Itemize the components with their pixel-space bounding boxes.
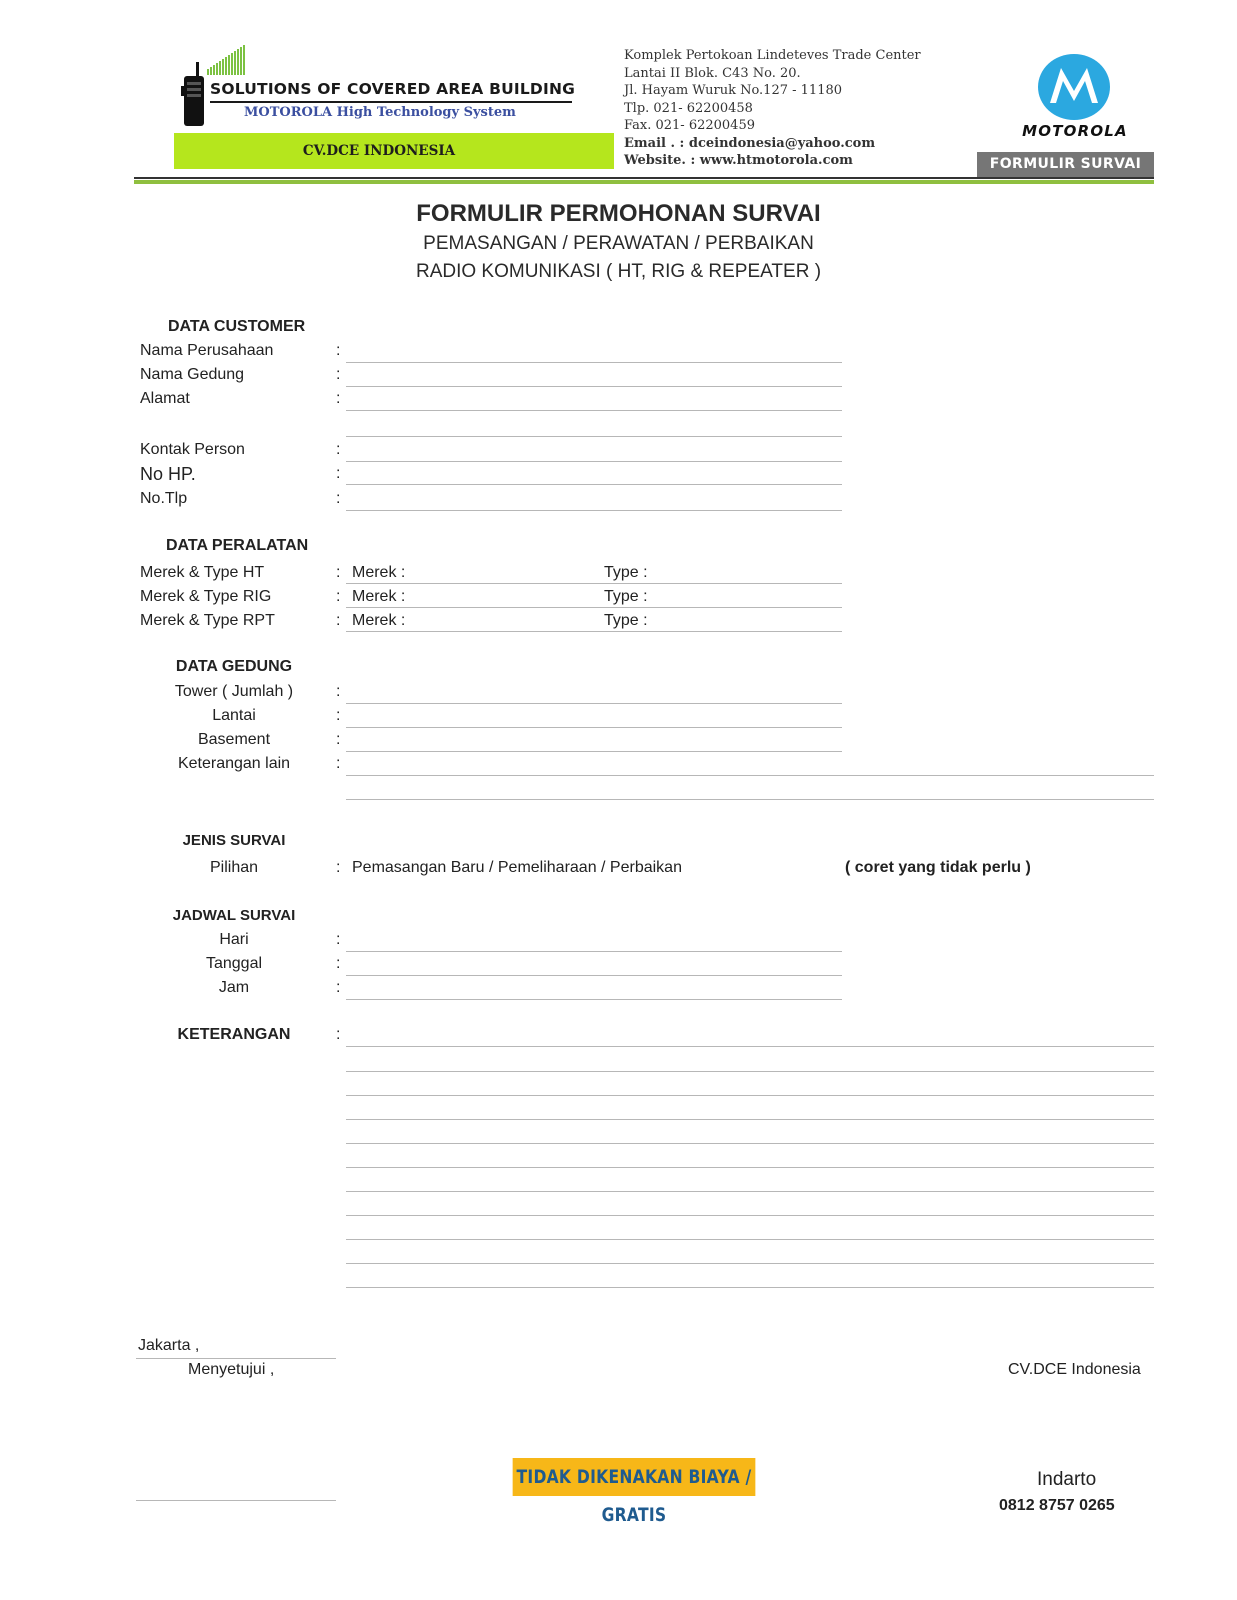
rpt-brand-label: Merek :: [352, 612, 406, 629]
survey-options[interactable]: Pemasangan Baru / Pemeliharaan / Perbaikan: [352, 859, 682, 876]
company-tagline: SOLUTIONS OF COVERED AREA BUILDING: [210, 80, 576, 98]
building-field[interactable]: [346, 386, 842, 387]
colon: :: [336, 390, 341, 407]
header-rule-green: [134, 180, 1154, 184]
rpt-field[interactable]: [346, 631, 842, 632]
ht-type-label: Type :: [604, 564, 648, 581]
label-basement: Basement: [197, 731, 271, 748]
tower-field[interactable]: [346, 703, 842, 704]
customer-signature-line[interactable]: [136, 1500, 336, 1501]
form-subtitle-2: RADIO KOMUNIKASI ( HT, RIG & REPEATER ): [415, 261, 822, 282]
address-fax: Fax. 021- 62200459: [624, 118, 755, 133]
label-other: Keterangan lain: [177, 755, 291, 772]
rpt-type-label: Type :: [604, 612, 648, 629]
label-phone: No.Tlp: [140, 490, 188, 507]
colon: :: [336, 859, 341, 876]
notes-line[interactable]: [346, 1119, 1154, 1120]
label-rpt: Merek & Type RPT: [140, 612, 275, 629]
label-day: Hari: [219, 931, 249, 948]
rig-type-label: Type :: [604, 588, 648, 605]
notes-line[interactable]: [346, 1046, 1154, 1047]
form-subtitle-1: PEMASANGAN / PERAWATAN / PERBAIKAN: [423, 233, 814, 254]
section-survey-type-heading: JENIS SURVAI: [182, 832, 286, 849]
time-field[interactable]: [346, 999, 842, 1000]
notes-line[interactable]: [346, 1071, 1154, 1072]
colon: :: [336, 342, 341, 359]
address-line-3: Jl. Hayam Wuruk No.127 - 11180: [624, 83, 843, 98]
notes-line[interactable]: [346, 1143, 1154, 1144]
colon: :: [336, 366, 341, 383]
address-line-2: Lantai II Blok. C43 No. 20.: [624, 65, 801, 81]
address-website: Website. : www.htmotorola.com: [624, 153, 853, 168]
free-banner: TIDAK DIKENAKAN BIAYA / GRATIS: [513, 1458, 756, 1496]
colon: :: [336, 490, 341, 507]
city-date-line[interactable]: [136, 1358, 336, 1359]
header-rule: [134, 177, 1154, 179]
colon: :: [336, 731, 341, 748]
label-building: Nama Gedung: [140, 366, 245, 383]
rig-field[interactable]: [346, 607, 842, 608]
address-field[interactable]: [346, 410, 842, 411]
colon: :: [336, 755, 341, 772]
other-field[interactable]: [346, 775, 1154, 776]
colon: :: [336, 564, 341, 581]
notes-line[interactable]: [346, 1095, 1154, 1096]
walkie-talkie-icon: [181, 62, 207, 126]
form-badge: FORMULIR SURVAI: [977, 152, 1154, 177]
label-contact: Kontak Person: [140, 441, 245, 458]
colon: :: [336, 979, 341, 996]
day-field[interactable]: [346, 951, 842, 952]
address-email: Email . : dceindonesia@yahoo.com: [624, 135, 876, 151]
notes-line[interactable]: [346, 1191, 1154, 1192]
strike-note: ( coret yang tidak perlu ): [845, 859, 1031, 876]
colon: :: [336, 588, 341, 605]
colon: :: [336, 955, 341, 972]
address-phone: Tlp. 021- 62200458: [624, 100, 753, 116]
signer-name: Indarto: [1037, 1469, 1097, 1490]
phone-field[interactable]: [346, 510, 842, 511]
ht-field[interactable]: [346, 583, 842, 584]
colon: :: [336, 707, 341, 724]
address-line-1: Komplek Pertokoan Lindeteves Trade Center: [624, 48, 921, 63]
ht-brand-label: Merek :: [352, 564, 406, 581]
colon: :: [336, 465, 341, 482]
section-equipment-heading: DATA PERALATAN: [166, 537, 309, 554]
label-time: Jam: [218, 979, 250, 996]
brand-line: MOTOROLA High Technology System: [244, 105, 516, 120]
notes-line[interactable]: [346, 1287, 1154, 1288]
tagline-divider: [210, 101, 572, 103]
date-field[interactable]: [346, 975, 842, 976]
approve-label: Menyetujui ,: [188, 1361, 275, 1378]
signal-bars-icon: [207, 45, 247, 75]
mobile-field[interactable]: [346, 484, 842, 485]
label-address: Alamat: [140, 390, 190, 407]
contact-field[interactable]: [346, 461, 842, 462]
colon: :: [336, 931, 341, 948]
section-building-heading: DATA GEDUNG: [175, 658, 293, 675]
form-title: FORMULIR PERMOHONAN SURVAI: [416, 200, 821, 227]
label-option: Pilihan: [209, 859, 259, 876]
rig-brand-label: Merek :: [352, 588, 406, 605]
colon: :: [336, 683, 341, 700]
label-rig: Merek & Type RIG: [140, 588, 272, 605]
company-address: [624, 47, 921, 170]
company-field[interactable]: [346, 362, 842, 363]
label-floor: Lantai: [212, 707, 256, 724]
address-field-line-2[interactable]: [346, 436, 842, 437]
notes-line[interactable]: [346, 1215, 1154, 1216]
company-sign-label: CV.DCE Indonesia: [1008, 1361, 1141, 1378]
signer-phone: 0812 8757 0265: [999, 1497, 1115, 1514]
floor-field[interactable]: [346, 727, 842, 728]
colon: :: [336, 1026, 341, 1043]
notes-line[interactable]: [346, 1263, 1154, 1264]
section-notes-heading: KETERANGAN: [177, 1026, 291, 1043]
other-field-line-2[interactable]: [346, 799, 1154, 800]
label-mobile: No HP.: [140, 464, 196, 484]
label-ht: Merek & Type HT: [140, 564, 265, 581]
city-date: Jakarta ,: [138, 1337, 200, 1354]
colon: :: [336, 612, 341, 629]
notes-line[interactable]: [346, 1167, 1154, 1168]
basement-field[interactable]: [346, 751, 842, 752]
label-tower: Tower ( Jumlah ): [174, 683, 294, 700]
motorola-wordmark: MOTOROLA: [1022, 122, 1128, 140]
notes-line[interactable]: [346, 1239, 1154, 1240]
section-schedule-heading: JADWAL SURVAI: [172, 907, 296, 924]
motorola-logo-icon: [1037, 53, 1111, 121]
section-customer-heading: DATA CUSTOMER: [168, 318, 306, 335]
colon: :: [336, 441, 341, 458]
company-name: CV.DCE INDONESIA: [302, 143, 456, 159]
label-date: Tanggal: [205, 955, 263, 972]
label-company: Nama Perusahaan: [140, 342, 274, 359]
